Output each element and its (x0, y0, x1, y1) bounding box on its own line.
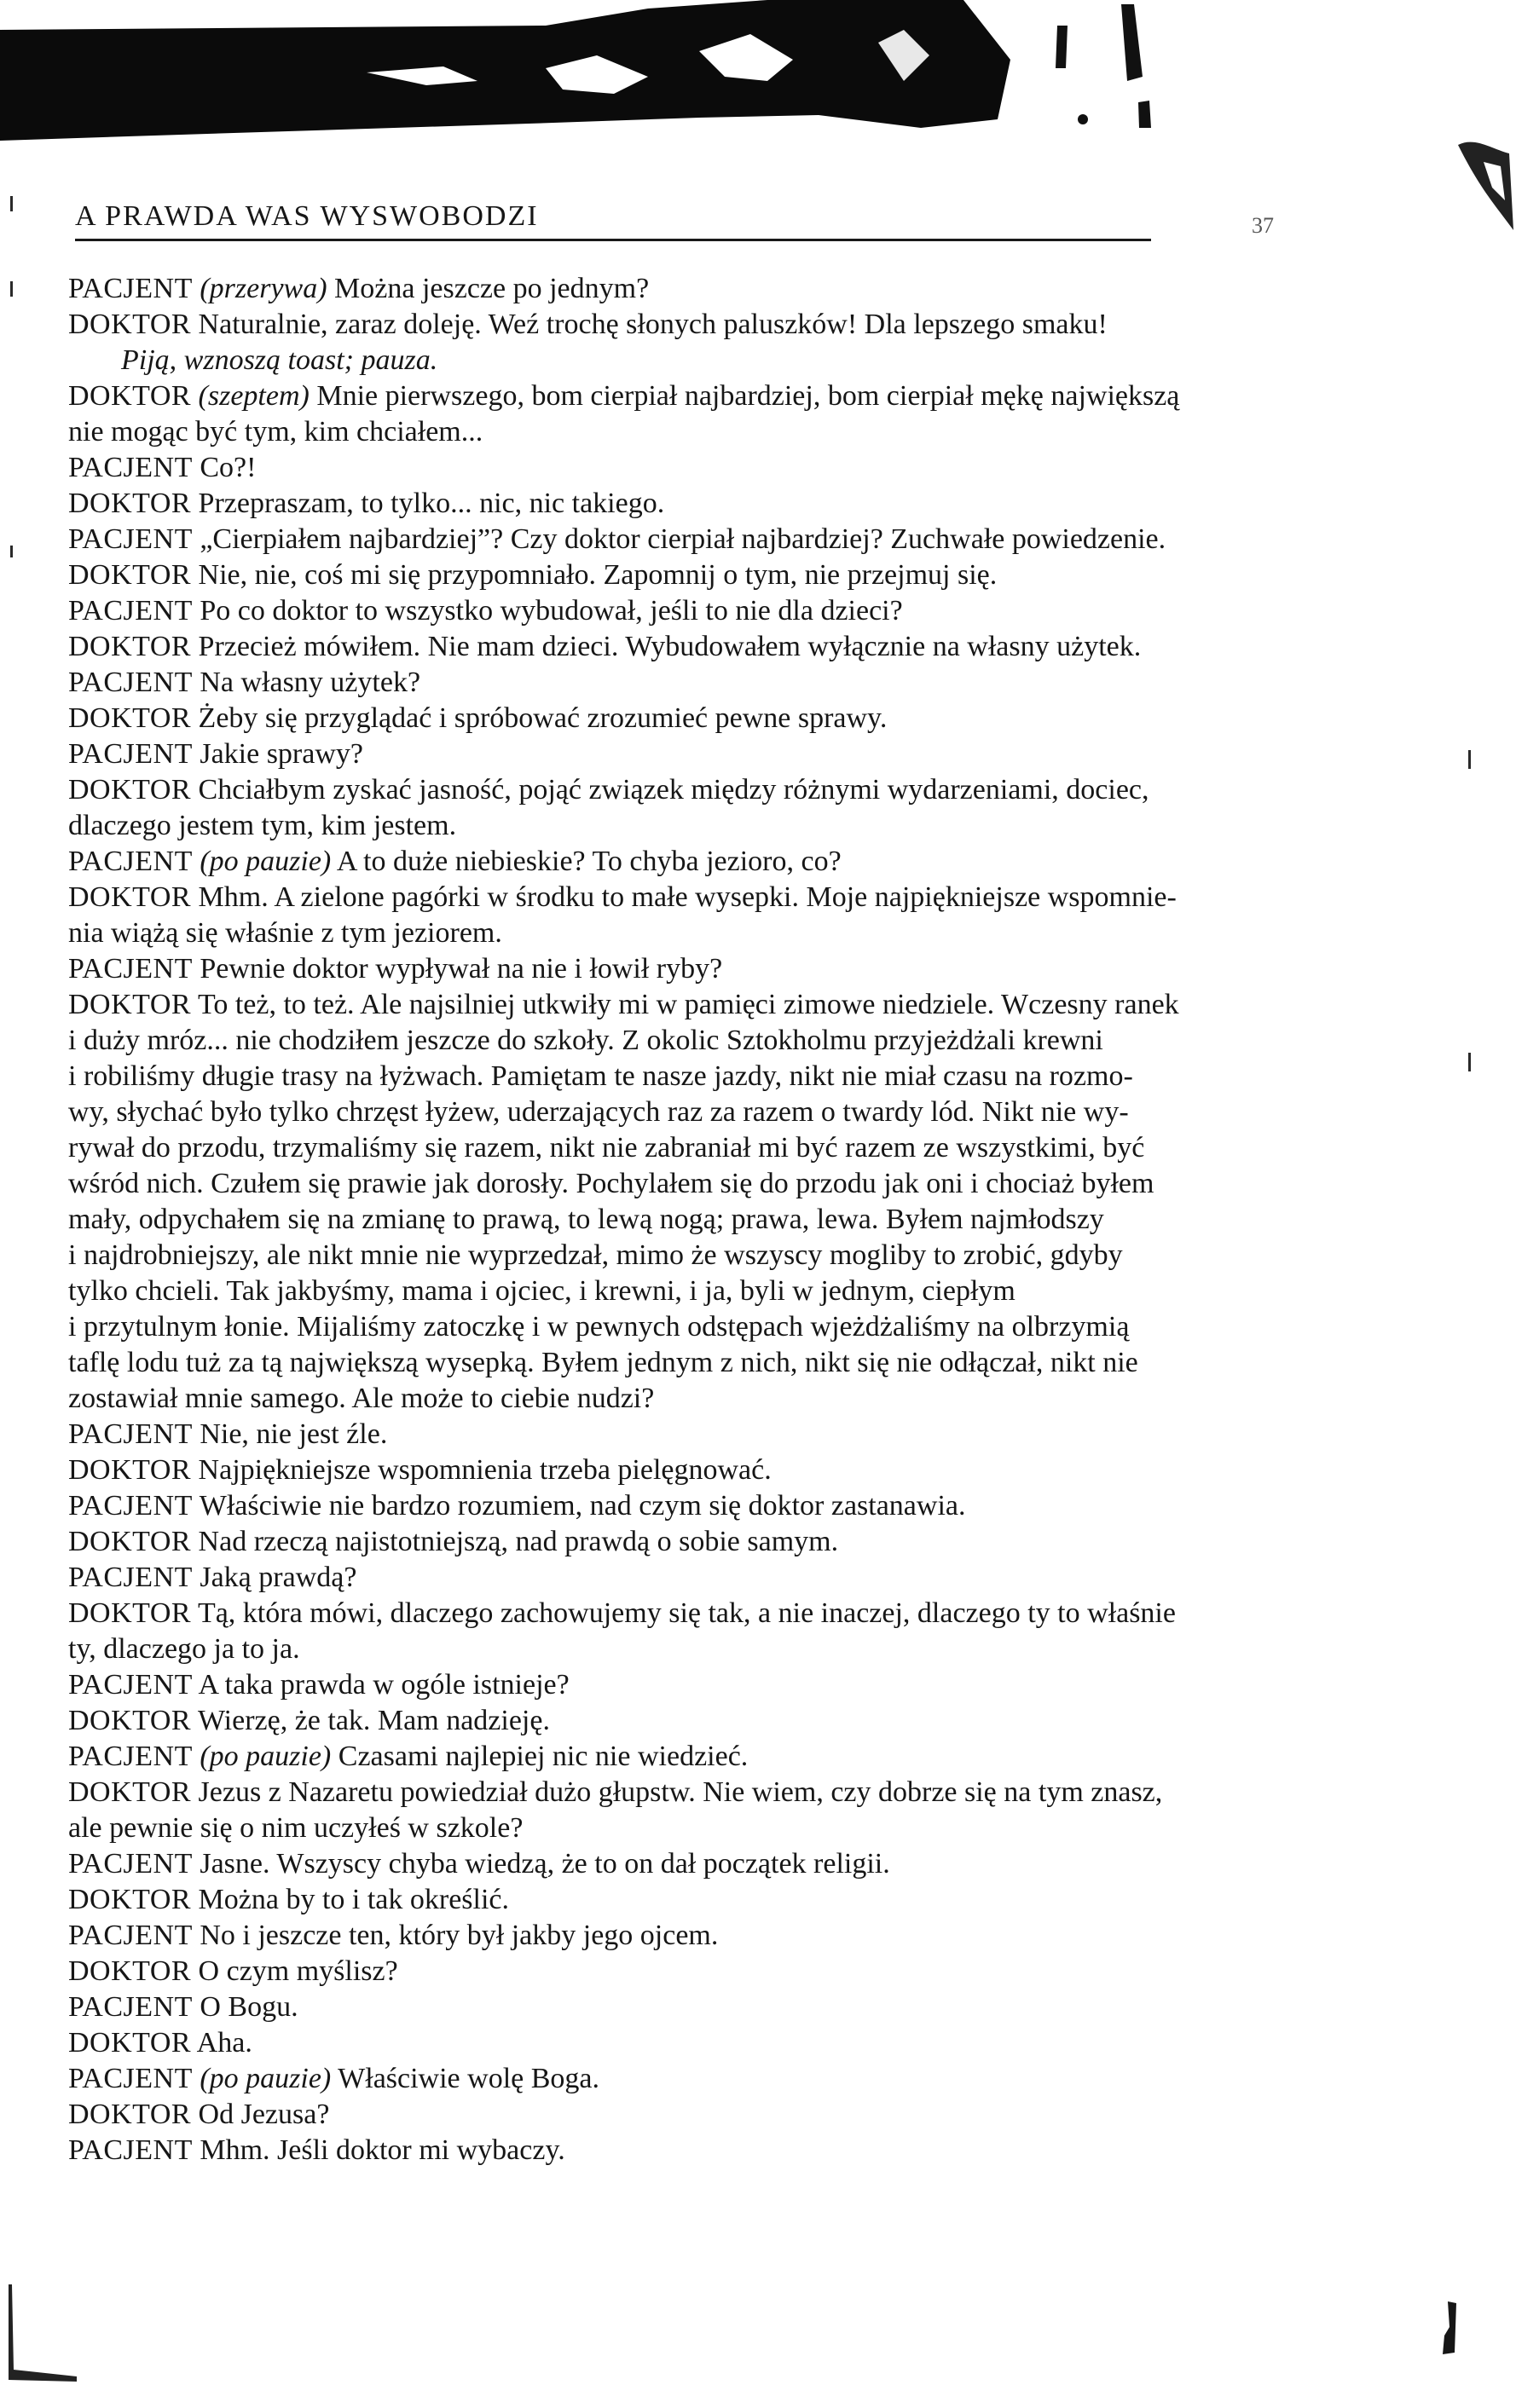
speech-text-line: ale pewnie się o nim uczyłeś w szkole? (68, 1812, 524, 1844)
speech-text: A to duże niebieskie? To chyba jezioro, co? (336, 846, 842, 877)
dialogue-line (68, 2025, 1305, 2061)
dialogue-line (68, 665, 1305, 701)
speaker-name: PACJENT (68, 595, 193, 627)
speech-text-line: i przytulnym łonie. Mijaliśmy zatoczkę i w pewnych odstępach wjeżdżaliśmy na olbrzymią (68, 1311, 1130, 1343)
speech-text-line: nia wiążą się właśnie z tym jeziorem. (68, 917, 502, 949)
margin-speck (1468, 750, 1471, 769)
speech-text: Jaką prawdą? (200, 1562, 357, 1593)
dialogue-line (68, 736, 1305, 772)
speech-text-line: i duży mróz... nie chodziłem jeszcze do szkoły. Z okolic Sztokholmu przyjeżdżali krewni (68, 1025, 1103, 1056)
binding-mark-bottom-left (0, 2284, 77, 2387)
speaker-name: DOKTOR (68, 774, 192, 806)
speech-text: Naturalnie, zaraz doleję. Weź trochę słonych paluszków! Dla lepszego smaku! (198, 309, 1108, 340)
dialogue-line (68, 2097, 1305, 2133)
speech-text-line: nie mogąc być tym, kim chciałem... (68, 416, 483, 448)
speech-text: Aha. (196, 2027, 252, 2059)
dialogue-text (68, 271, 1305, 2168)
stage-direction-inline: (przerywa) (200, 273, 327, 304)
speech-text: Właściwie wolę Boga. (338, 2063, 600, 2094)
speech-text-line: zostawiał mnie samego. Ale może to ciebie nudzi? (68, 1383, 655, 1414)
dialogue-line (68, 1739, 1305, 1775)
speaker-name: PACJENT (68, 953, 193, 985)
dialogue-line (68, 593, 1305, 629)
speech-text: Na własny użytek? (200, 667, 421, 698)
speaker-name: DOKTOR (68, 559, 192, 591)
speech-text-line: rywał do przodu, trzymaliśmy się razem, nikt nie zabraniał mi być razem ze wszystkimi, być (68, 1132, 1145, 1164)
speaker-name: PACJENT (68, 1848, 193, 1880)
dialogue-line (68, 271, 1305, 307)
page-edge-curl (1449, 128, 1516, 239)
dialogue-line (68, 1882, 1305, 1918)
running-head (75, 158, 1151, 241)
dialogue-line (68, 378, 1305, 450)
speech-text: Najpiękniejsze wspomnienia trzeba pielęgnować. (198, 1454, 772, 1486)
speech-text: Co?! (200, 452, 257, 483)
dialogue-line (68, 1560, 1305, 1596)
dialogue-line (68, 1775, 1305, 1846)
dialogue-line (68, 629, 1305, 665)
dialogue-line (68, 1954, 1305, 1989)
margin-speck (10, 546, 13, 557)
speech-text: Od Jezusa? (198, 2099, 330, 2130)
dialogue-line (68, 486, 1305, 522)
dialogue-line (68, 1989, 1305, 2025)
speech-text-line: wy, słychać było tylko chrzęst łyżew, uderzających raz za razem o twardy lód. Nikt nie wy- (68, 1096, 1129, 1128)
scan-artifact-top (0, 0, 1516, 145)
speech-text-line: i najdrobniejszy, ale nikt mnie nie wyprzedzał, mimo że wszyscy mogliby to zrobić, gdyby (68, 1239, 1123, 1271)
speaker-name: DOKTOR (68, 1526, 192, 1557)
speech-text-line: dlaczego jestem tym, kim jestem. (68, 810, 457, 841)
speech-text: Właściwie nie bardzo rozumiem, nad czym się doktor zastanawia. (199, 1490, 966, 1522)
speech-text: Jasne. Wszyscy chyba wiedzą, że to on dał początek religii. (200, 1848, 890, 1880)
speaker-name: DOKTOR (68, 2099, 192, 2130)
speaker-name: DOKTOR (68, 2027, 192, 2059)
speech-text: A taka prawda w ogóle istnieje? (198, 1669, 570, 1701)
speaker-name: DOKTOR (68, 631, 192, 662)
dialogue-line (68, 1667, 1305, 1703)
speaker-name: DOKTOR (68, 1705, 192, 1736)
dialogue-line (68, 844, 1305, 880)
dialogue-line (68, 557, 1305, 593)
speech-text: Można jeszcze po jednym? (334, 273, 650, 304)
speaker-name: PACJENT (68, 2063, 193, 2094)
running-head-title: A PRAWDA WAS WYSWOBODZI (75, 200, 539, 232)
dialogue-line (68, 701, 1305, 736)
speaker-name: PACJENT (68, 523, 193, 555)
dialogue-line (68, 1488, 1305, 1524)
speech-text: Pewnie doktor wypływał na nie i łowił ryby? (200, 953, 723, 985)
speech-text: Po co doktor to wszystko wybudował, jeśli to nie dla dzieci? (200, 595, 903, 627)
speaker-name: DOKTOR (68, 1884, 192, 1915)
speaker-name: DOKTOR (68, 1776, 192, 1808)
speaker-name: PACJENT (68, 1562, 193, 1593)
speaker-name: DOKTOR (68, 309, 192, 340)
dialogue-line (68, 951, 1305, 987)
speech-text-line: taflę lodu tuż za tą największą wysepką. Byłem jednym z nich, nikt się nie odłączał, nikt nie (68, 1347, 1138, 1378)
speech-text-line: mały, odpychałem się na zmianę to prawą, to lewą nogą; prawa, lewa. Byłem najmłodszy (68, 1204, 1104, 1235)
dialogue-line (68, 880, 1305, 951)
speech-text-line: To też, to też. Ale najsilniej utkwiły mi w pamięci zimowe niedziele. Wczesny ranek (197, 989, 1179, 1020)
dialogue-line (68, 2061, 1305, 2097)
speaker-name: DOKTOR (68, 989, 192, 1020)
speech-text: Przecież mówiłem. Nie mam dzieci. Wybudowałem wyłącznie na własny użytek. (198, 631, 1142, 662)
speech-text: Można by to i tak określić. (198, 1884, 510, 1915)
speech-text: Przepraszam, to tylko... nic, nic takiego. (198, 488, 665, 519)
speech-text: „Cierpiałem najbardziej”? Czy doktor cierpiał najbardziej? Zuchwałe powiedzenie. (200, 523, 1166, 555)
speech-text: Nie, nie, coś mi się przypomniało. Zapomnij o tym, nie przejmuj się. (198, 559, 998, 591)
margin-speck (10, 196, 13, 211)
dialogue-line (68, 1846, 1305, 1882)
speech-text-line: Tą, która mówi, dlaczego zachowujemy się tak, a nie inaczej, dlaczego ty to właśnie (197, 1597, 1176, 1629)
running-head-rule (75, 239, 1151, 241)
margin-speck (10, 281, 13, 297)
speech-text: Nie, nie jest źle. (200, 1418, 388, 1450)
speaker-name: PACJENT (68, 1490, 193, 1522)
dialogue-line (68, 450, 1305, 486)
speech-text: Nad rzeczą najistotniejszą, nad prawdą o sobie samym. (198, 1526, 839, 1557)
speech-text: Mhm. Jeśli doktor mi wybaczy. (200, 2134, 565, 2166)
speaker-name: PACJENT (68, 1418, 193, 1450)
speaker-name: PACJENT (68, 667, 193, 698)
speaker-name: PACJENT (68, 738, 193, 770)
speaker-name: PACJENT (68, 2134, 193, 2166)
speech-text: O czym myślisz? (198, 1955, 398, 1987)
speech-text-line: Chciałbym zyskać jasność, pojąć związek między różnymi wydarzeniami, dociec, (198, 774, 1149, 806)
speaker-name: PACJENT (68, 452, 193, 483)
speech-text-line: ty, dlaczego ja to ja. (68, 1633, 300, 1665)
speech-text-line: tylko chcieli. Tak jakbyśmy, mama i ojciec, i krewni, i ja, byli w jednym, ciepłym (68, 1275, 1015, 1307)
dialogue-line (68, 522, 1305, 557)
speech-text: O Bogu. (200, 1991, 298, 2023)
dialogue-line (68, 1596, 1305, 1667)
ink-mark-bottom-right (1432, 2293, 1467, 2361)
speech-text: Jakie sprawy? (200, 738, 363, 770)
speech-text: Żeby się przyglądać i spróbować zrozumieć pewne sprawy. (198, 702, 888, 734)
dialogue-line (68, 2133, 1305, 2168)
speaker-name: DOKTOR (68, 881, 192, 913)
speaker-name: DOKTOR (68, 1597, 192, 1629)
stage-direction-inline: (po pauzie) (200, 2063, 332, 2094)
speaker-name: PACJENT (68, 1741, 193, 1772)
page-number: 37 (1252, 213, 1274, 238)
stage-direction-inline: (po pauzie) (200, 846, 332, 877)
speaker-name: DOKTOR (68, 702, 192, 734)
speaker-name: PACJENT (68, 273, 193, 304)
dialogue-line (68, 1703, 1305, 1739)
dialogue-line (68, 772, 1305, 844)
speaker-name: DOKTOR (68, 488, 192, 519)
speaker-name: PACJENT (68, 1920, 193, 1951)
dialogue-line (68, 1452, 1305, 1488)
dialogue-line (68, 1918, 1305, 1954)
speech-text-line: wśród nich. Czułem się prawie jak dorosły. Pochylałem się do przodu jak oni i chociaż byłem (68, 1168, 1154, 1199)
speech-text: Wierzę, że tak. Mam nadzieję. (197, 1705, 550, 1736)
speech-text-line: Mhm. A zielone pagórki w środku to małe wysepki. Moje najpiękniejsze wspomnie- (198, 881, 1177, 913)
speech-text-line: i robiliśmy długie trasy na łyżwach. Pamiętam te nasze jazdy, nikt nie miał czasu na rozmo- (68, 1060, 1133, 1092)
dialogue-line (68, 1524, 1305, 1560)
speaker-name: PACJENT (68, 846, 193, 877)
speech-text-line: Jezus z Nazaretu powiedział dużo głupstw. Nie wiem, czy dobrze się na tym znasz, (198, 1776, 1163, 1808)
dialogue-line (68, 1417, 1305, 1452)
speaker-name: PACJENT (68, 1991, 193, 2023)
stage-direction-inline: (szeptem) (198, 380, 310, 412)
speech-text: Czasami najlepiej nic nie wiedzieć. (338, 1741, 749, 1772)
speaker-name: PACJENT (68, 1669, 193, 1701)
speaker-name: DOKTOR (68, 1955, 192, 1987)
margin-speck (1468, 1053, 1471, 1071)
speaker-name: DOKTOR (68, 1454, 192, 1486)
speaker-name: DOKTOR (68, 380, 192, 412)
speech-text-line: Mnie pierwszego, bom cierpiał najbardziej, bom cierpiał mękę największą (316, 380, 1180, 412)
stage-direction-inline: (po pauzie) (200, 1741, 332, 1772)
stage-direction: Piją, wznoszą toast; pauza. (121, 344, 438, 376)
speech-text: No i jeszcze ten, który był jakby jego ojcem. (200, 1920, 719, 1951)
dialogue-line (68, 307, 1305, 343)
dialogue-line (68, 987, 1305, 1417)
